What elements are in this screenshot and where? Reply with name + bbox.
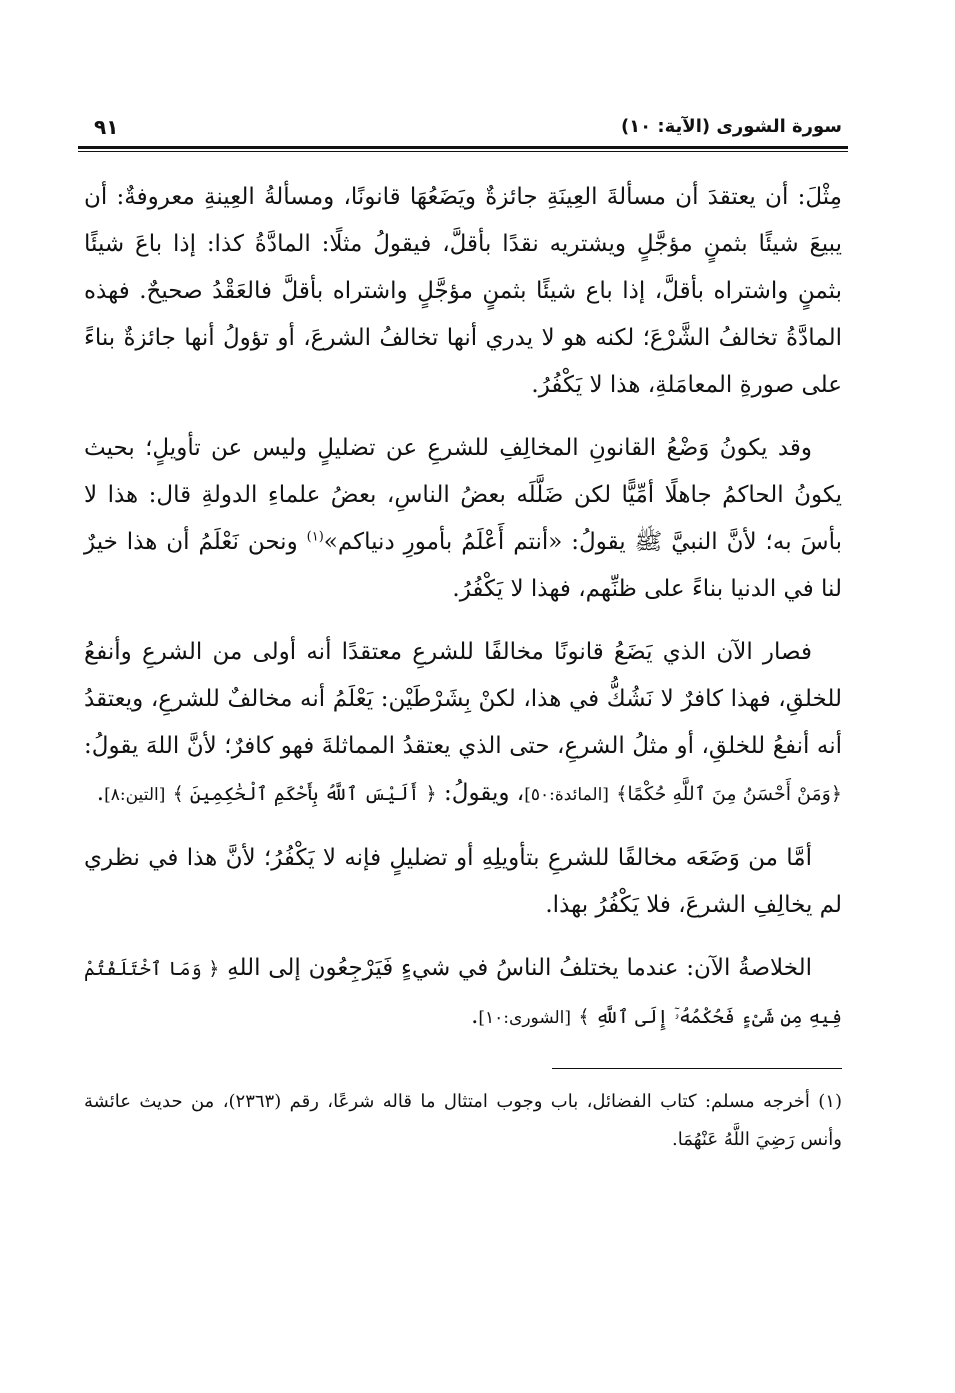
paragraph-text: ونحن نَعْلَمُ أن هذا خيرٌ لنا في الدنيا بناءً على ظنِّهم، فهذا لا يَكْفُرُ. (84, 529, 842, 602)
verse-reference: [المائدة:٥٠] (524, 785, 609, 805)
quran-verse: ﴿ أَلَيْسَ ٱللَّهُ بِأَحْكَمِ ٱلْحَٰكِمِينَ ﴾ (172, 783, 437, 805)
header-rule-thin (78, 151, 848, 152)
quran-verse: ﴿ وَمَا ٱخْتَلَفْتُمْ فِيهِ مِن شَىْءٍ فَحُكْمُهُۥٓ إِلَى ٱللَّهِ ﴾ (84, 958, 842, 1028)
paragraph-3 (84, 629, 842, 819)
paragraph-text: أمَّا من وَضَعَه مخالفًا للشرعِ بتأويلِهِ أو تضليلٍ فإنه لا يَكْفُرُ؛ لأنَّ هذا في نظري لم يخالِفِ الشرعَ، فلا يَكْفُرُ بهذا. (84, 845, 842, 918)
paragraph-1 (84, 174, 842, 409)
body-text (78, 174, 848, 1042)
paragraph-text: . (96, 780, 105, 806)
paragraph-text: ، ويقولُ: (436, 780, 525, 806)
paragraph-text: . (471, 1003, 479, 1029)
paragraph-text: الخلاصةُ الآن: عندما يختلفُ الناسُ في شيءٍ فَيَرْجِعُون إلى اللهِ (219, 955, 813, 981)
book-page (78, 112, 848, 1372)
paragraph-text: مِثْلَ: أن يعتقدَ أن مسألةَ العِينَةِ جائزةٌ ويَضَعُهَا قانونًا، ومسألةُ العِينةِ معروفةٌ: أن يبيعَ شيئًا بثمنٍ مؤجَّلٍ ويشتريه نقدًا بأقلَّ، فيقولُ مثلًا: المادَّةُ كذا: إذا باعَ شيئًا بثمنٍ واشتراه بأقلَّ، إذا باع شيئًا بثمنٍ مؤجَّلٍ واشتراه بأقلَّ فالعَقْدُ صحيحٌ. فهذه المادَّةُ تخالفُ الشَّرْعَ؛ لكنه هو لا يدري أنها تخالفُ الشرعَ، أو تؤولُ أنها جائزةٌ بناءً على صورةِ المعامَلةِ، هذا لا يَكْفُرُ. (84, 184, 842, 398)
paragraph-text: فصار الآن الذي يَضَعُ قانونًا مخالفًا للشرعِ معتقدًا أنه أولى من الشرعِ وأنفعُ للخلقِ، فهذا كافرٌ لا نَشُكُّ في هذا، لكنْ بِشَرْطَيْن: يَعْلَمُ أنه مخالفٌ للشرعِ، ويعتقدُ أنه أنفعُ للخلقِ، أو مثلُ الشرعِ، حتى الذي يعتقدُ المماثلةَ فهو كافرٌ؛ لأنَّ اللهَ يقولُ: (84, 639, 842, 759)
verse-reference: [الشورى:١٠] (478, 1008, 572, 1028)
paragraph-2 (84, 425, 842, 613)
footnote-marker: (١) (306, 529, 324, 545)
paragraph-text: وقد يكونُ وَضْعُ القانونِ المخالِفِ للشرعِ عن تضليلٍ وليس عن تأويلٍ؛ بحيث يكونُ الحاكمُ جاهلًا أمِّيًّا لكن ضَلَّلَه بعضُ الناسِ، بعضُ علماءِ الدولةِ قال: هذا لا بأسَ به؛ لأنَّ النبيَّ ﷺ يقولُ: «أنتم أَعْلَمُ بأمورِ دنياكم» (84, 435, 843, 555)
footnote-rule (552, 1068, 842, 1069)
footnote-1: (١) أخرجه مسلم: كتاب الفضائل، باب وجوب امتثال ما قاله شرعًا، رقم (٢٣٦٣)، من حديث عائشة وأنس رَضِيَ اللَّهُ عَنْهُمَا. (84, 1091, 842, 1150)
paragraph-5 (84, 945, 842, 1042)
page-number: ٩١ (94, 115, 119, 139)
verse-reference: [التين:٨] (104, 785, 166, 805)
quran-verse: ﴿وَمَنْ أَحْسَنُ مِنَ ٱللَّهِ حُكْمًا﴾ (616, 783, 842, 805)
header-rule (78, 146, 848, 149)
paragraph-4 (84, 835, 842, 929)
footnotes (78, 1083, 848, 1159)
chapter-title: سورة الشورى (الآية: ١٠) (620, 116, 842, 137)
running-header (78, 112, 848, 142)
